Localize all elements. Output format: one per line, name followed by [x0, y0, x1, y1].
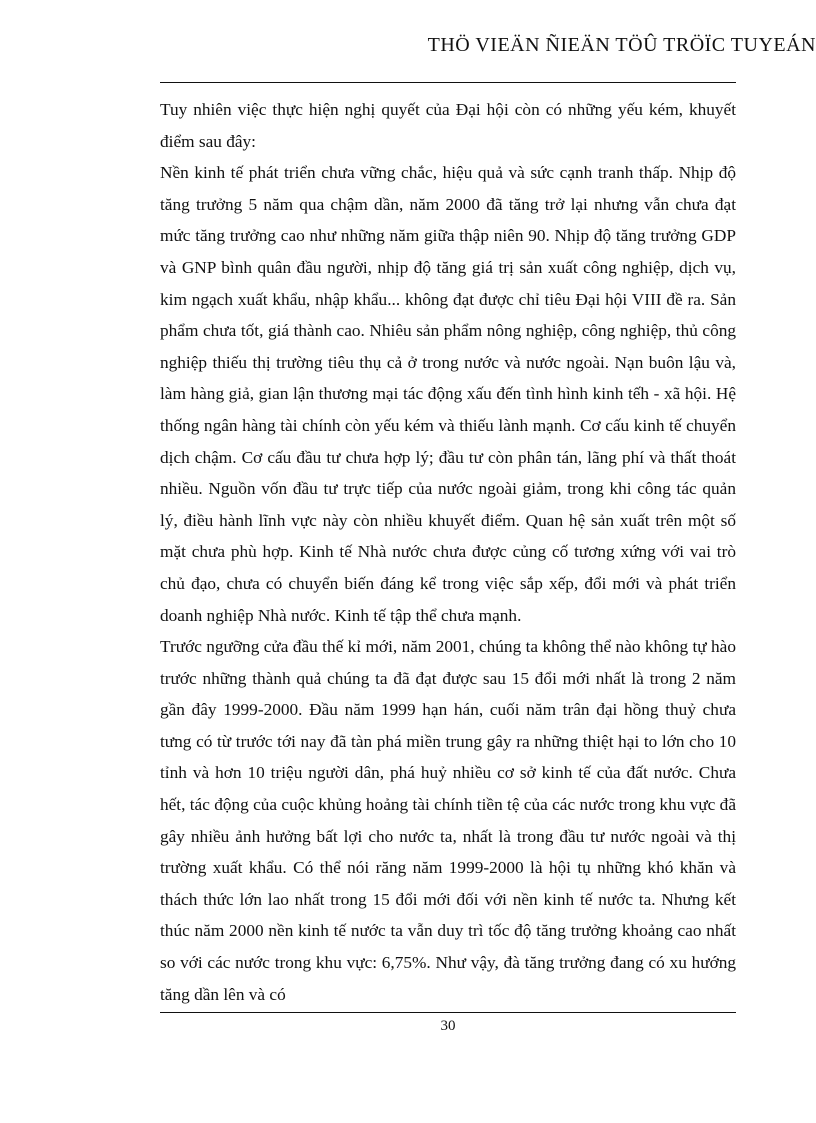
paragraph-new-century: Trước ngưỡng cửa đầu thế kỉ mới, năm 2001, chúng ta không thể nào không tự hào trước những thành quả chúng ta đã đạt được sau 15 đổi mới nhất là trong 2 năm gần đây 1999-2000. Đầu năm 1999 hạn hán, cuối năm trân đại hồng thuỷ chưa tưng có từ trước tới nay đã tàn phá miền trung gây ra những thiệt hại to lớn cho 10 tỉnh và hơn 10 triệu người dân, phá huỷ nhiều cơ sở kinh tế của đất nước. Chưa hết, tác động của cuộc khủng hoảng tài chính tiền tệ của các nước trong khu vực đã gây nhiều ảnh hưởng bất lợi cho nước ta, nhất là trong đầu tư nước ngoài và thị trường xuất khẩu. Có thể nói răng năm 1999-2000 là hội tụ những khó khăn và thách thức lớn lao nhất trong 15 đổi mới đối với nền kinh tế nước ta. Nhưng kết thúc năm 2000 nền kinh tế nước ta vẫn duy trì tốc độ tăng trưởng khoảng cao nhất so với các nước trong khu vực: 6,75%. Như vậy, đà tăng trưởng đang có xu hướng tăng dần lên và có — [160, 637, 736, 1004]
page-number: 30 — [440, 1018, 456, 1034]
paragraph-intro: Tuy nhiên việc thực hiện nghị quyết của Đại hội còn có những yếu kém, khuyết điểm sau đây: — [160, 100, 736, 151]
document-body — [160, 94, 736, 1010]
footer-divider — [160, 1012, 736, 1013]
header-divider — [160, 82, 736, 83]
paragraph-economy-weaknesses: Nền kinh tế phát triển chưa vững chắc, hiệu quả và sức cạnh tranh thấp. Nhịp độ tăng trưởng 5 năm qua chậm dần, năm 2000 đã tăng trở lại nhưng vẫn chưa đạt mức tăng trưởng cao như những năm giữa thập niên 90. Nhịp độ tăng trưởng GDP và GNP bình quân đầu người, nhịp độ tăng giá trị sản xuất công nghiệp, dịch vụ, kim ngạch xuất khẩu, nhập khẩu... không đạt được chỉ tiêu Đại hội VIII đề ra. Sản phẩm chưa tốt, giá thành cao. Nhiêu sản phẩm nông nghiệp, công nghiệp, thủ công nghiệp thiếu thị trường tiêu thụ cả ở trong nước và nước ngoài. Nạn buôn lậu và, làm hàng giả, gian lận thương mại tác động xấu đến tình hình kinh tếh - xã hội. Hệ thống ngân hàng tài chính còn yếu kém và thiếu lành mạnh. Cơ cấu kinh tế chuyển dịch chậm. Cơ cấu đầu tư chưa hợp lý; đầu tư còn phân tán, lãng phí và thất thoát nhiều. Nguồn vốn đầu tư trực tiếp của nước ngoài giảm, trong khi công tác quản lý, điều hành lĩnh vực này còn nhiều khuyết điểm. Quan hệ sản xuất trên một số mặt chưa phù hợp. Kinh tế Nhà nước chưa được củng cố tương xứng với vai trò chủ đạo, chưa có chuyển biến đáng kể trong việc sắp xếp, đổi mới và phát triển doanh nghiệp Nhà nước. Kinh tế tập thể chưa mạnh. — [160, 163, 736, 625]
running-header-title: THÖ VIEÄN ÑIEÄN TÖÛ TRÖÏC TUYEÁN — [427, 34, 816, 56]
